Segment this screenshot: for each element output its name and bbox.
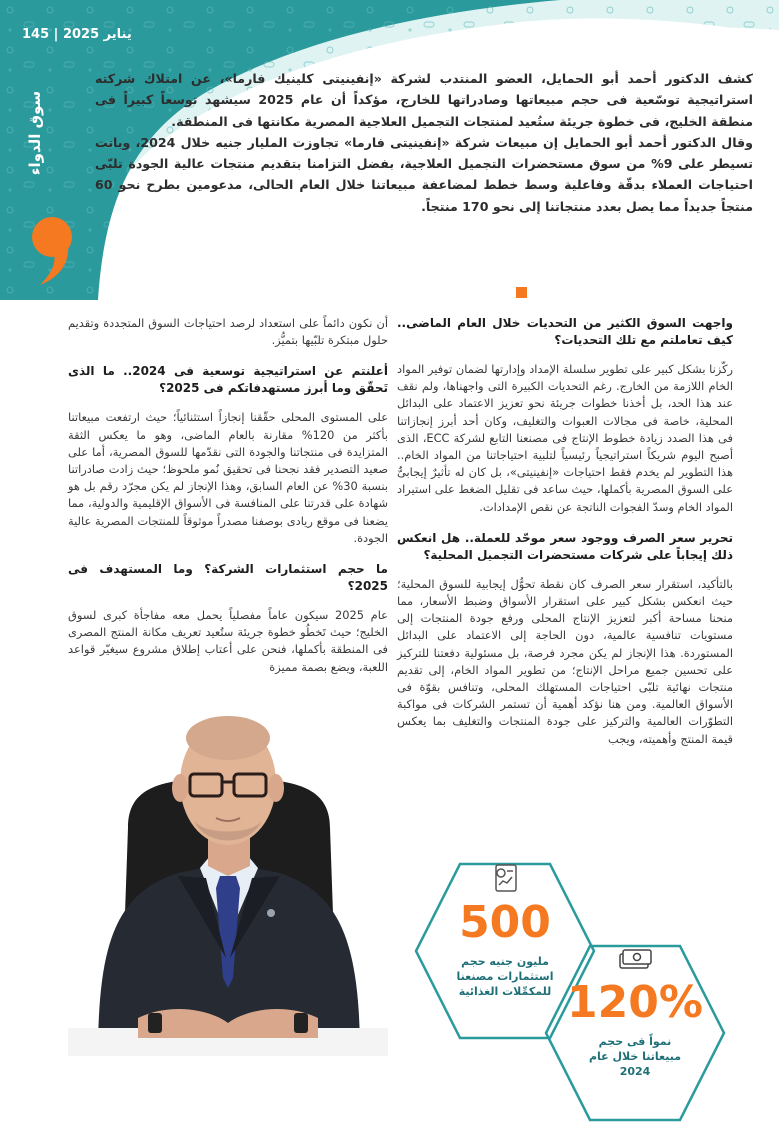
page-number: 145 xyxy=(22,27,50,42)
section-divider-square xyxy=(516,287,527,298)
answer-continued: أن نكون دائماً على استعداد لرصد احتياجات السوق المتجددة وتقديم حلول مبتكرة تلبّيها بتميُّز. xyxy=(68,316,388,348)
magazine-name xyxy=(22,78,48,188)
intro-paragraph-2: وقال الدكتور أحمد أبو الحمايل إن مبيعات شركة «إنفينيتى فارما» تجاوزت المليار جنيه خلال 2024، وباتت تسيطر على 9% من سوق مستحضرات التجميل العلاجية، بفضل التزامنا بتقديم منتجات عالية الجودة تلبّى احتياجات العملاء بدقّة وفاعلية وسط خطط لمضاعفة مبيعاتنا خلال العام الحالى، مدعومين بطرح نحو 60 منتجاً جديداً مما يصل بعدد منتجاتنا إلى نحو 170 منتجاً. xyxy=(95,134,754,214)
stat-text-500: مليون جنيه حجم استثمارات مصنعنا للمكمِّلات الغذائية xyxy=(456,955,554,998)
stat-text-120: نمواً فى حجم مبيعاتنا خلال عام 2024 xyxy=(588,1035,682,1078)
right-column xyxy=(397,315,733,762)
stat-number-120: 120% xyxy=(567,977,703,1028)
question-2: تحرير سعر الصرف ووجود سعر موحّد للعملة.. هل انعكس ذلك إيجاباً على شركات مستحضرات التجميل المحلية؟ xyxy=(397,530,733,562)
stat-growth xyxy=(542,940,728,1126)
magazine-name-label: سوق الدواء xyxy=(26,90,44,176)
money-stack-icon xyxy=(617,946,653,972)
question-4: ما حجم استثمارات الشركة؟ وما المستهدف فى 2025؟ xyxy=(68,562,388,594)
report-chart-icon xyxy=(488,862,522,896)
intro-text xyxy=(95,68,753,217)
question-1: واجهت السوق الكثير من التحديات خلال العام الماضى.. كيف تعاملتم مع تلك التحديات؟ xyxy=(397,316,733,347)
person-illustration xyxy=(68,678,388,1056)
answer-3: على المستوى المحلى حقّقنا إنجازاً استثنائياً؛ حيث ارتفعت مبيعاتنا بأكثر من 120% مقارنة بالعام الماضى، وهو ما يعكس الثقة المتزايدة فى منتجاتنا والجودة التى نقدّمها للسوق المصرية، أما على صعيد التصدير فقد نجحنا فى تحقيق نُمو ملحوظ؛ حيث زادت صادراتنا بنسبة 30% عن العام السابق، وهذا الإنجاز لم يكن مجرّد رقم بل هو شهادة على قدرتنا على المنافسة فى الأسواق الإقليمية والدولية، مما يضعنا فى موقع ريادى بوصفنا مصدراً موثوقاً للمنتجات المصرية عالية الجودة. xyxy=(68,410,388,545)
question-3: أعلنتم عن استراتيجية توسعية فى 2024.. ما الذى تَحقّق وما أبرز مستهدفاتكم فى 2025؟ xyxy=(68,364,388,396)
answer-2: بالتأكيد، استقرار سعر الصرف كان نقطة تحوُّل إيجابية للسوق المحلية؛ حيث انعكس بشكل كبير على استقرار الأسواق وضبط الأسعار، مما منحنا مساحة أكبر لتعزيز الإنتاج المحلى ورفع جودة المنتجات إلى مستويات تنافسية عالمية، دون الحاجة إلى الاعتماد على البدائل المستوردة. هذا الإنجاز لم يكن مجرد فرصة، بل مسئولية دفعتنا للتركيز على تحسين جميع مراحل الإنتاج؛ من تطوير المواد الخام، إلى تقديم منتجات نهائية تلبّى احتياجات المستهلك المحلى، وتنافس بقوّة فى الأسواق العالمية. ومن هنا نؤكد أهمية أن تستمر الشركات فى مواكبة التطوّرات العالمية والتركيز على جودة المنتجات والتغليف بما يعكس قيمة المنتج وأهميته، ويجب xyxy=(397,576,733,746)
page-header xyxy=(22,27,132,42)
portrait-photo xyxy=(68,678,388,1056)
stat-number-500: 500 xyxy=(459,897,551,948)
left-column xyxy=(68,315,388,690)
quote-mark-icon xyxy=(30,215,74,287)
answer-1: ركّزنا بشكل كبير على تطوير سلسلة الإمداد وإدارتها لضمان توفير المواد الخام اللازمة من الخارج. رغم التحديات الكبيرة التى واجهناها، ولم نقف عند هذا الحد، بل أخذنا خطوات جريئة نحو تعزيز الاعتماد على البدائل المحلية، خاصة فى مجالات العبوات والتغليف، وكان أحد أبرز إنجازاتنا فى هذا الصدد زيادة خطوط الإنتاج فى مصنعنا التابع لشركة ECC، الذى أصبح اليوم شريكاً استراتيجياً رئيسياً لتلبية احتياجاتنا من المواد الخام.. هذا التطوير لم يخدم فقط احتياجات «إنفينيتى»، بل كان له تأثيرٌ إيجابىٌّ على السوق المصرية بأكملها، حيث ساعد فى تقليل الضغط على استيراد المواد الخام وسدّ الفجوات الناتجة عن نقص الإمدادات. xyxy=(397,362,734,514)
issue-date: يناير 2025 xyxy=(62,27,132,42)
intro-paragraph-1: كشف الدكتور أحمد أبو الحمايل، العضو المنتدب لشركة «إنفينيتى كلينيك فارما»، عن امتلاك شركته استراتيجية توسّعية فى حجم مبيعاتها وصادراتها للخارج، مؤكداً أن عام 2025 سيشهد توسعاً كبيراً فى منطقة الخليج، فى خطوة جريئة ستُعيد لمنتجات التجميل العلاجية المصرية مكانتها فى المنطقة. xyxy=(95,71,753,129)
header-divider: | xyxy=(53,27,63,42)
answer-4: عام 2025 سيكون عاماً مفصلياً يحمل معه مفاجأة كبرى لسوق الخليج؛ حيث تَخطُو خطوة جريئة ستُعيد تعريف مكانة المنتج المصرى فى المنطقة بأكملها، فنحن على أعتاب إطلاق مشروع سيغيّر قواعد اللعبة، ويضع بصمة مميزة xyxy=(68,608,388,674)
